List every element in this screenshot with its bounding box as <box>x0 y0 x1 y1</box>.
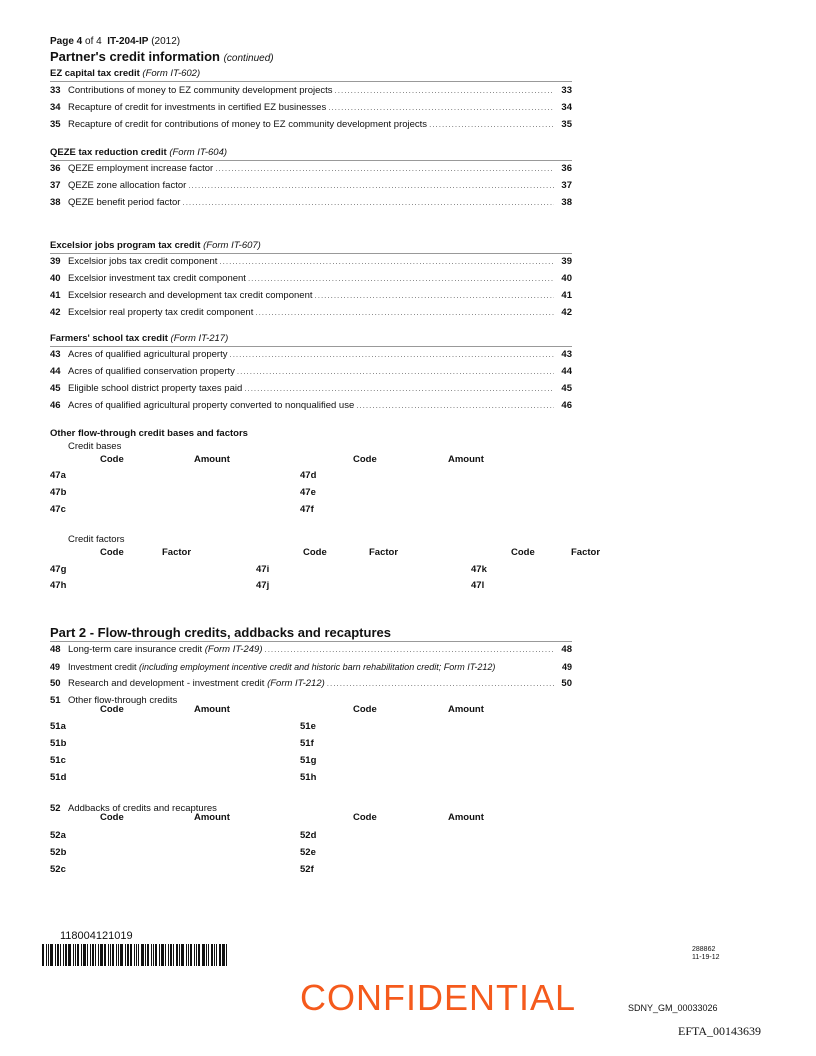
barcode-bar <box>211 944 213 966</box>
leader-dots <box>244 384 554 393</box>
section-excelsior-title-text: Excelsior jobs program tax credit <box>50 240 201 251</box>
l52-amount-header-right: Amount <box>448 812 484 823</box>
line-text: Excelsior research and development tax credit component <box>68 290 313 301</box>
section-ez-title-text: EZ capital tax credit <box>50 68 140 79</box>
page-of: of 4 <box>85 36 102 47</box>
barcode-bar <box>155 944 157 966</box>
line-47h: 47h <box>50 580 67 591</box>
form-line-33 <box>50 82 572 99</box>
barcode-bar <box>219 944 221 966</box>
line-49-text: Investment credit <box>68 661 137 672</box>
barcode-bar <box>168 944 169 966</box>
line-text: Addbacks of credits and recaptures <box>68 803 217 814</box>
line-ref-number: 44 <box>561 366 572 377</box>
barcode-bar <box>100 944 103 966</box>
line-ref-number: 37 <box>561 180 572 191</box>
line-52d: 52d <box>300 830 317 841</box>
line-number: 46 <box>50 400 61 411</box>
barcode-bar <box>55 944 56 966</box>
barcode-bar <box>136 944 137 966</box>
l52-code-header: Code <box>100 812 124 823</box>
line-text: Acres of qualified agricultural property converted to nonqualified use <box>68 400 355 411</box>
form-line-46 <box>50 397 572 414</box>
factors-code-header-2: Code <box>303 547 327 558</box>
line-47j: 47j <box>256 580 270 591</box>
section-excelsior-form: (Form IT-607) <box>203 240 261 251</box>
part2-title: Part 2 - Flow-through credits, addbacks and recaptures <box>50 625 391 640</box>
form-line-36 <box>50 160 572 177</box>
efta-number: EFTA_00143639 <box>678 1024 762 1038</box>
barcode-bar <box>108 944 109 966</box>
line-52e: 52e <box>300 847 316 858</box>
leader-dots <box>327 679 554 688</box>
line-text: Acres of qualified conservation property <box>68 366 235 377</box>
factors-factor-header-1: Factor <box>162 547 192 558</box>
l51-amount-header-right: Amount <box>448 704 484 715</box>
barcode-bar <box>151 944 152 966</box>
barcode-bar <box>112 944 114 966</box>
line-number: 38 <box>50 197 61 208</box>
bases-amount-header: Amount <box>194 454 230 465</box>
line-ref-number: 50 <box>561 678 572 689</box>
line-text: Recapture of credit for contributions of money to EZ community development projects <box>68 119 428 130</box>
barcode-bar <box>92 944 94 966</box>
section-ez-form: (Form IT-602) <box>142 68 201 79</box>
line-text: Contributions of money to EZ community development projects <box>68 85 333 96</box>
section-excelsior-title <box>50 240 261 251</box>
form-line-38 <box>50 194 572 211</box>
barcode-bar <box>170 944 172 966</box>
line-text <box>68 678 325 689</box>
barcode-bar <box>214 944 215 966</box>
form-line-52 <box>50 800 572 817</box>
leader-dots <box>182 198 554 207</box>
leader-dots <box>356 401 554 410</box>
line-51f: 51f <box>300 738 314 749</box>
line-number: 49 <box>50 661 61 672</box>
line-text: Excelsior jobs tax credit component <box>68 256 218 267</box>
barcode-bar <box>95 944 96 966</box>
line-text: QEZE employment increase factor <box>68 163 214 174</box>
barcode-bar <box>110 944 111 966</box>
page-header <box>50 36 180 47</box>
line-ref-number: 45 <box>561 383 572 394</box>
barcode-bar <box>138 944 139 966</box>
barcode-bar <box>208 944 209 966</box>
section-qeze-title-text: QEZE tax reduction credit <box>50 147 167 158</box>
line-text <box>68 662 495 672</box>
line-ref-number: 46 <box>561 400 572 411</box>
line-47d: 47d <box>300 470 317 481</box>
barcode-bar <box>196 944 197 966</box>
line-number: 48 <box>50 644 61 655</box>
leader-dots <box>248 274 554 283</box>
barcode-bar <box>90 944 91 966</box>
page-title-sub: (continued) <box>223 53 274 64</box>
section-qeze-title <box>50 147 227 158</box>
leader-dots <box>255 308 554 317</box>
barcode-bar <box>173 944 174 966</box>
barcode-bar <box>77 944 79 966</box>
barcode-bar <box>222 944 225 966</box>
line-ref-number: 43 <box>561 349 572 360</box>
line-47l: 47l <box>471 580 485 591</box>
line-52a: 52a <box>50 830 66 841</box>
barcode-bar <box>75 944 76 966</box>
form-line-40 <box>50 270 572 287</box>
barcode-bar <box>104 944 106 966</box>
barcode-bar <box>176 944 178 966</box>
barcode-bar <box>48 944 49 966</box>
page-title-text: Partner's credit information <box>50 49 220 64</box>
form-line-39 <box>50 253 572 270</box>
section-farmers-title-text: Farmers' school tax credit <box>50 333 168 344</box>
form-code-id: 288862 <box>692 946 716 953</box>
barcode-bar <box>161 944 164 966</box>
line-ref-number: 35 <box>561 119 572 130</box>
line-number: 35 <box>50 119 61 130</box>
leader-dots <box>335 86 554 95</box>
barcode-bar <box>60 944 61 966</box>
factors-code-header-1: Code <box>100 547 124 558</box>
leader-dots <box>229 350 554 359</box>
line-47e: 47e <box>300 487 316 498</box>
line-47b: 47b <box>50 487 67 498</box>
barcode-bar <box>46 944 47 966</box>
line-51d: 51d <box>50 772 67 783</box>
barcode <box>42 944 229 966</box>
line-text: Recapture of credit for investments in certified EZ businesses <box>68 102 327 113</box>
line-number: 41 <box>50 290 61 301</box>
line-number: 36 <box>50 163 61 174</box>
form-line-44 <box>50 363 572 380</box>
form-line-43 <box>50 346 572 363</box>
barcode-bar <box>198 944 200 966</box>
line-number: 34 <box>50 102 61 113</box>
line-49-form: (including employment incentive credit and historic barn rehabilitation credit; Form IT-212) <box>139 661 496 672</box>
line-50-text: Research and development - investment credit <box>68 678 265 689</box>
form-line-49 <box>50 658 572 675</box>
section-farmers-title <box>50 333 228 344</box>
line-ref-number: 49 <box>561 661 572 672</box>
line-number: 51 <box>50 695 61 706</box>
bases-amount-header-right: Amount <box>448 454 484 465</box>
barcode-bar <box>57 944 59 966</box>
line-number: 33 <box>50 85 61 96</box>
barcode-bar <box>186 944 187 966</box>
line-number: 43 <box>50 349 61 360</box>
line-47k: 47k <box>471 564 487 575</box>
barcode-bar <box>42 944 44 966</box>
form-line-45 <box>50 380 572 397</box>
line-ref-number: 38 <box>561 197 572 208</box>
barcode-bar <box>116 944 117 966</box>
line-52f: 52f <box>300 864 314 875</box>
form-line-48 <box>50 641 572 658</box>
page-number: Page 4 <box>50 36 83 47</box>
line-text: Acres of qualified agricultural property <box>68 349 228 360</box>
line-text: Other flow-through credits <box>68 695 178 706</box>
line-number: 40 <box>50 273 61 284</box>
barcode-bar <box>83 944 86 966</box>
barcode-bar <box>81 944 82 966</box>
leader-dots <box>328 103 554 112</box>
leader-dots <box>188 181 554 190</box>
line-ref-number: 39 <box>561 256 572 267</box>
barcode-bar <box>68 944 71 966</box>
section-qeze-form: (Form IT-604) <box>169 147 228 158</box>
barcode-bar <box>141 944 144 966</box>
barcode-bar <box>127 944 129 966</box>
barcode-bar <box>202 944 205 966</box>
line-47a: 47a <box>50 470 66 481</box>
line-text: QEZE zone allocation factor <box>68 180 187 191</box>
section-other-title: Other flow-through credit bases and factors <box>50 428 248 439</box>
factors-factor-header-3: Factor <box>571 547 601 558</box>
line-47c: 47c <box>50 504 66 515</box>
barcode-bar <box>159 944 160 966</box>
line-51e: 51e <box>300 721 316 732</box>
line-text: QEZE benefit period factor <box>68 197 181 208</box>
form-line-51 <box>50 692 572 709</box>
line-number: 52 <box>50 803 61 814</box>
line-number: 44 <box>50 366 61 377</box>
barcode-bar <box>73 944 74 966</box>
barcode-bar <box>130 944 132 966</box>
section-farmers-form: (Form IT-217) <box>170 333 229 344</box>
leader-dots <box>215 164 554 173</box>
leader-dots <box>429 120 554 129</box>
line-51b: 51b <box>50 738 67 749</box>
line-51g: 51g <box>300 755 317 766</box>
line-ref-number: 34 <box>561 102 572 113</box>
l51-amount-header: Amount <box>194 704 230 715</box>
line-50-form: (Form IT-212) <box>267 678 325 689</box>
form-code-stamp <box>692 946 720 962</box>
form-line-50 <box>50 675 572 692</box>
barcode-bar <box>188 944 189 966</box>
line-47f: 47f <box>300 504 314 515</box>
form-line-42 <box>50 304 572 321</box>
barcode-bar <box>134 944 135 966</box>
barcode-bar <box>179 944 180 966</box>
form-line-37 <box>50 177 572 194</box>
barcode-bar <box>63 944 64 966</box>
line-52b: 52b <box>50 847 67 858</box>
leader-dots <box>315 291 555 300</box>
line-52c: 52c <box>50 864 66 875</box>
l51-code-header: Code <box>100 704 124 715</box>
barcode-bar <box>206 944 207 966</box>
page-title <box>50 49 274 64</box>
leader-dots <box>219 257 554 266</box>
l51-code-header-right: Code <box>353 704 377 715</box>
line-number: 37 <box>50 180 61 191</box>
form-id: IT-204-IP <box>107 36 149 47</box>
line-51a: 51a <box>50 721 66 732</box>
line-47i: 47i <box>256 564 270 575</box>
leader-dots <box>264 645 554 654</box>
barcode-bar <box>194 944 195 966</box>
line-ref-number: 48 <box>561 644 572 655</box>
line-number: 50 <box>50 678 61 689</box>
barcode-bar <box>153 944 154 966</box>
barcode-bar <box>147 944 149 966</box>
l52-amount-header: Amount <box>194 812 230 823</box>
line-ref-number: 36 <box>561 163 572 174</box>
barcode-bar <box>65 944 67 966</box>
line-51h: 51h <box>300 772 317 783</box>
l52-code-header-right: Code <box>353 812 377 823</box>
barcode-bar <box>120 944 123 966</box>
credit-bases-caption: Credit bases <box>68 441 122 452</box>
barcode-bar <box>216 944 217 966</box>
line-51c: 51c <box>50 755 66 766</box>
bases-code-header: Code <box>100 454 124 465</box>
line-text: Excelsior investment tax credit component <box>68 273 246 284</box>
line-text <box>68 644 262 655</box>
form-line-35 <box>50 116 572 133</box>
line-47g: 47g <box>50 564 67 575</box>
line-ref-number: 41 <box>561 290 572 301</box>
line-48-text: Long-term care insurance credit <box>68 644 203 655</box>
factors-code-header-3: Code <box>511 547 535 558</box>
line-number: 39 <box>50 256 61 267</box>
barcode-bar <box>145 944 146 966</box>
barcode-bar <box>165 944 166 966</box>
bases-code-header-right: Code <box>353 454 377 465</box>
form-line-41 <box>50 287 572 304</box>
line-number: 42 <box>50 307 61 318</box>
line-text: Eligible school district property taxes paid <box>68 383 243 394</box>
factors-factor-header-2: Factor <box>369 547 399 558</box>
barcode-bar <box>98 944 99 966</box>
credit-factors-caption: Credit factors <box>68 534 125 545</box>
barcode-number: 118004121019 <box>60 930 133 942</box>
barcode-bar <box>50 944 53 966</box>
section-ez-title <box>50 68 200 79</box>
barcode-bar <box>125 944 126 966</box>
barcode-bar <box>87 944 88 966</box>
barcode-bar <box>118 944 119 966</box>
leader-dots <box>237 367 554 376</box>
line-ref-number: 42 <box>561 307 572 318</box>
line-text: Excelsior real property tax credit component <box>68 307 254 318</box>
line-48-form: (Form IT-249) <box>204 644 263 655</box>
line-ref-number: 40 <box>561 273 572 284</box>
barcode-bar <box>226 944 227 966</box>
form-code-date: 11-19-12 <box>692 954 720 961</box>
line-ref-number: 33 <box>561 85 572 96</box>
line-number: 45 <box>50 383 61 394</box>
barcode-bar <box>181 944 184 966</box>
confidential-stamp: CONFIDENTIAL <box>300 977 577 1018</box>
form-year: (2012) <box>151 36 181 47</box>
bates-number: SDNY_GM_00033026 <box>628 1003 718 1013</box>
barcode-bar <box>190 944 192 966</box>
form-line-34 <box>50 99 572 116</box>
